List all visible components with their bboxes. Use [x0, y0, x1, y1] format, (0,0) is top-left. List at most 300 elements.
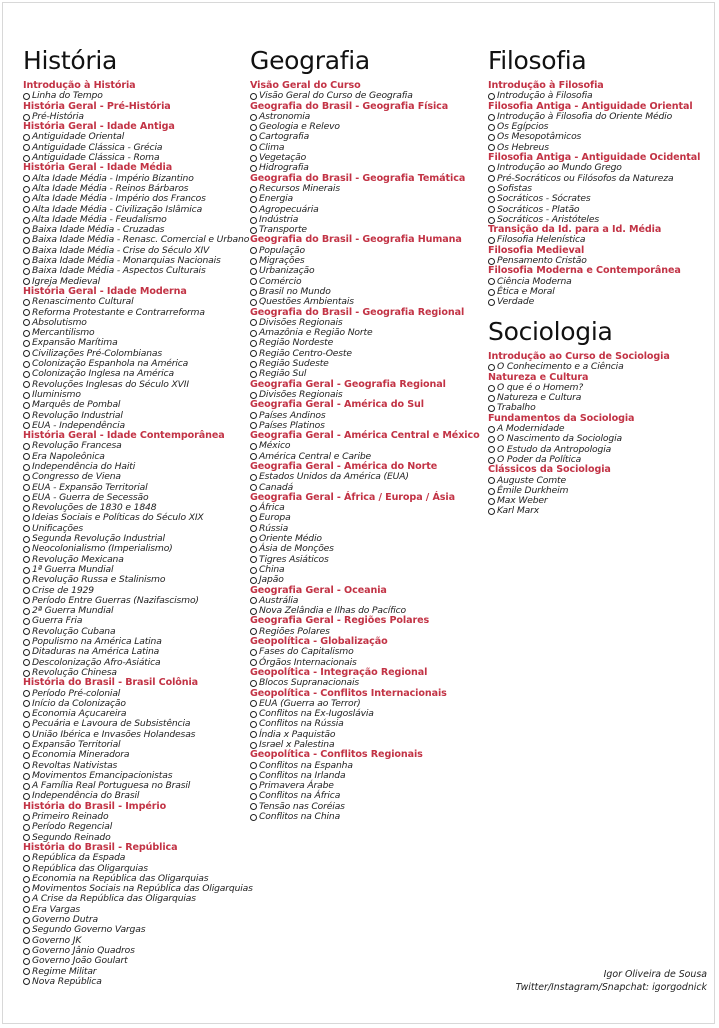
checkbox-circle-icon[interactable]	[23, 227, 30, 234]
checkbox-circle-icon[interactable]	[250, 289, 257, 296]
section-title: História Geral - Idade Contemporânea	[23, 430, 225, 442]
topic-label: Independência do Haiti	[32, 460, 136, 472]
section-title: Geografia do Brasil - Geografia Temática	[250, 172, 466, 184]
checkbox-circle-icon[interactable]	[250, 577, 257, 584]
section-title: Geopolítica - Conflitos Internacionais	[250, 687, 447, 699]
checkbox-circle-icon[interactable]	[23, 175, 30, 182]
checkbox-circle-icon[interactable]	[23, 896, 30, 903]
checkbox-circle-icon[interactable]	[250, 155, 257, 162]
topic-label: Comércio	[259, 275, 302, 287]
checkbox-circle-icon[interactable]	[488, 186, 495, 193]
topic-label: EUA - Guerra de Secessão	[32, 491, 149, 503]
topic-label: Ciência Moderna	[497, 275, 572, 287]
checkbox-circle-icon[interactable]	[250, 814, 257, 821]
checkbox-circle-icon[interactable]	[488, 498, 495, 505]
topic-label: Baixa Idade Média - Monarquias Nacionais	[32, 255, 221, 267]
checkbox-circle-icon[interactable]	[23, 587, 30, 594]
checkbox-circle-icon[interactable]	[250, 773, 257, 780]
checkbox-circle-icon[interactable]	[23, 958, 30, 965]
section-title: Clássicos da Sociologia	[488, 464, 611, 476]
checkbox-circle-icon[interactable]	[23, 299, 30, 306]
topic-label: Região Nordeste	[259, 337, 334, 349]
topic-label: O Conhecimento e a Ciência	[497, 361, 624, 373]
checkbox-circle-icon[interactable]	[23, 134, 30, 141]
checkbox-circle-icon[interactable]	[488, 134, 495, 141]
topic-label: Cartografia	[259, 131, 310, 143]
topic-label: Divisões Regionais	[259, 388, 343, 400]
topic-label: Antiguidade Oriental	[32, 131, 125, 143]
section-title: Geografia Geral - Oceania	[250, 584, 387, 596]
topic-label: Colonização Espanhola na América	[32, 358, 189, 370]
topic-label: Ideias Sociais e Políticas do Século XIX	[32, 512, 204, 524]
checkbox-circle-icon[interactable]	[23, 217, 30, 224]
checkbox-circle-icon[interactable]	[23, 206, 30, 213]
checkbox-circle-icon[interactable]	[250, 803, 257, 810]
checkbox-circle-icon[interactable]	[488, 477, 495, 484]
checkbox-circle-icon[interactable]	[488, 395, 495, 402]
topic-label: A Crise da República das Oligarquias	[32, 893, 196, 905]
section-title: Filosofia Moderna e Contemporânea	[488, 265, 681, 277]
checkbox-circle-icon[interactable]	[250, 319, 257, 326]
checkbox-circle-icon[interactable]	[23, 258, 30, 265]
topic-label: Questões Ambientais	[259, 296, 354, 308]
topic-label: Sofistas	[497, 182, 532, 194]
section-title: Natureza e Cultura	[488, 371, 589, 383]
section-title: História do Brasil - Brasil Colônia	[23, 677, 199, 689]
checkbox-circle-icon[interactable]	[250, 340, 257, 347]
checkbox-circle-icon[interactable]	[250, 330, 257, 337]
topic-label: O Estudo da Antropologia	[497, 443, 612, 455]
checkbox-circle-icon[interactable]	[23, 392, 30, 399]
checkbox-circle-icon[interactable]	[23, 608, 30, 615]
topic-label: O que é o Homem?	[497, 381, 584, 393]
checkbox-circle-icon[interactable]	[23, 700, 30, 707]
topic-label: Ditaduras na América Latina	[32, 646, 160, 658]
topic-label: Alta Idade Média - Reinos Bárbaros	[32, 182, 189, 194]
checkbox-circle-icon[interactable]	[23, 762, 30, 769]
checkbox-circle-icon[interactable]	[23, 114, 30, 121]
checkbox-circle-icon[interactable]	[250, 628, 257, 635]
checkbox-circle-icon[interactable]	[23, 937, 30, 944]
checkbox-circle-icon[interactable]	[23, 340, 30, 347]
topic-label: Era Vargas	[32, 903, 80, 915]
checkbox-circle-icon[interactable]	[23, 752, 30, 759]
topic-label: Divisões Regionais	[259, 316, 343, 328]
checkbox-circle-icon[interactable]	[250, 371, 257, 378]
topic-label: Índia x Paquistão	[259, 728, 336, 740]
checkbox-circle-icon[interactable]	[250, 361, 257, 368]
checkbox-circle-icon[interactable]	[488, 165, 495, 172]
topic-label: Visão Geral do Curso de Geografia	[259, 90, 413, 102]
checkbox-circle-icon[interactable]	[23, 814, 30, 821]
checkbox-circle-icon[interactable]	[488, 124, 495, 131]
checkbox-circle-icon[interactable]	[250, 299, 257, 306]
topic-item	[23, 400, 249, 410]
topic-label: Expansão Territorial	[32, 739, 121, 750]
checkbox-circle-icon[interactable]	[23, 834, 30, 841]
topic-label: Ética e Moral	[497, 285, 555, 297]
topic-item	[250, 297, 486, 307]
topic-label: Crise de 1929	[32, 584, 94, 596]
checkbox-circle-icon[interactable]	[250, 474, 257, 481]
topic-item	[250, 678, 486, 688]
checkbox-circle-icon[interactable]	[488, 289, 495, 296]
topic-label: Filosofia Helenística	[497, 234, 586, 246]
checkbox-circle-icon[interactable]	[23, 876, 30, 883]
topic-label: Revolução Mexicana	[32, 553, 124, 565]
topic-label: Segundo Governo Vargas	[32, 924, 146, 936]
topic-label: Nova República	[32, 975, 102, 987]
topic-item	[488, 297, 712, 307]
section-title: Introdução à Filosofia	[488, 80, 604, 91]
checkbox-circle-icon[interactable]	[23, 412, 30, 419]
checkbox-circle-icon[interactable]	[23, 319, 30, 326]
checkbox-circle-icon[interactable]	[488, 144, 495, 151]
topic-label: Tensão nas Coréias	[259, 800, 345, 812]
topic-label: Revoluções de 1830 e 1848	[32, 502, 157, 514]
section-title: Filosofia Medieval	[488, 244, 585, 256]
checkbox-circle-icon[interactable]	[250, 556, 257, 563]
topic-label: O Poder da Política	[497, 453, 582, 465]
checkbox-circle-icon[interactable]	[23, 464, 30, 471]
checkbox-circle-icon[interactable]	[23, 546, 30, 553]
topic-label: A Modernidade	[497, 423, 565, 435]
checkbox-circle-icon[interactable]	[488, 206, 495, 213]
topic-item	[23, 977, 249, 987]
checkbox-circle-icon[interactable]	[23, 978, 30, 985]
checkbox-circle-icon[interactable]	[250, 134, 257, 141]
topic-label: EUA - Expansão Territorial	[32, 481, 148, 493]
topic-label: Agropecuária	[259, 203, 319, 215]
checkbox-circle-icon[interactable]	[488, 488, 495, 495]
subject-title: Sociologia	[488, 317, 613, 346]
checkbox-circle-icon[interactable]	[488, 114, 495, 121]
topic-label: Renascimento Cultural	[32, 296, 134, 308]
checkbox-circle-icon[interactable]	[23, 783, 30, 790]
checkbox-circle-icon[interactable]	[23, 577, 30, 584]
checkbox-circle-icon[interactable]	[250, 742, 257, 749]
checkbox-circle-icon[interactable]	[250, 515, 257, 522]
checkbox-circle-icon[interactable]	[250, 597, 257, 604]
checkbox-circle-icon[interactable]	[250, 546, 257, 553]
checkbox-circle-icon[interactable]	[23, 567, 30, 574]
checkbox-circle-icon[interactable]	[23, 906, 30, 913]
section-title: Geografia Geral - Regiões Polares	[250, 615, 430, 627]
checkbox-circle-icon[interactable]	[250, 258, 257, 265]
checkbox-circle-icon[interactable]	[488, 364, 495, 371]
checkbox-circle-icon[interactable]	[250, 505, 257, 512]
checkbox-circle-icon[interactable]	[23, 865, 30, 872]
checkbox-circle-icon[interactable]	[488, 446, 495, 453]
topic-label: Antiguidade Clássica - Roma	[32, 152, 160, 164]
topic-label: Israel x Palestina	[259, 739, 335, 750]
checkbox-circle-icon[interactable]	[23, 155, 30, 162]
topic-label: Baixa Idade Média - Aspectos Culturais	[32, 265, 206, 277]
checkbox-circle-icon[interactable]	[23, 690, 30, 697]
topic-label: O Nascimento da Sociologia	[497, 433, 622, 445]
checkbox-circle-icon[interactable]	[23, 196, 30, 203]
checkbox-circle-icon[interactable]	[488, 436, 495, 443]
checkbox-circle-icon[interactable]	[23, 556, 30, 563]
checkbox-circle-icon[interactable]	[23, 742, 30, 749]
topic-item	[250, 555, 486, 565]
checkbox-circle-icon[interactable]	[250, 608, 257, 615]
topic-label: Astronomia	[259, 110, 311, 122]
topic-label: África	[259, 502, 285, 514]
topic-label: Os Egípcios	[497, 121, 549, 133]
topic-label: A Família Real Portuguesa no Brasil	[32, 780, 191, 792]
checkbox-circle-icon[interactable]	[23, 350, 30, 357]
checkbox-circle-icon[interactable]	[23, 361, 30, 368]
checkbox-circle-icon[interactable]	[488, 457, 495, 464]
topic-item	[250, 812, 486, 822]
checkbox-circle-icon[interactable]	[488, 385, 495, 392]
checkbox-circle-icon[interactable]	[250, 412, 257, 419]
checkbox-circle-icon[interactable]	[23, 711, 30, 718]
topic-label: Baixa Idade Média - Cruzadas	[32, 224, 165, 236]
checkbox-circle-icon[interactable]	[23, 917, 30, 924]
checkbox-circle-icon[interactable]	[488, 258, 495, 265]
topic-label: Tigres Asiáticos	[259, 553, 329, 565]
checkbox-circle-icon[interactable]	[23, 855, 30, 862]
checkbox-circle-icon[interactable]	[23, 309, 30, 316]
checkbox-circle-icon[interactable]	[23, 474, 30, 481]
topic-label: Canadá	[259, 481, 294, 493]
topic-label: Max Weber	[497, 495, 548, 507]
checkbox-circle-icon[interactable]	[250, 567, 257, 574]
topic-label: Civilizações Pré-Colombianas	[32, 347, 163, 359]
topic-item	[250, 132, 486, 142]
topic-label: Ásia de Monções	[259, 543, 334, 555]
column-geografia	[250, 47, 486, 822]
checkbox-circle-icon[interactable]	[488, 299, 495, 306]
checkbox-circle-icon[interactable]	[250, 731, 257, 738]
topic-label: Independência do Brasil	[32, 790, 140, 802]
checkbox-circle-icon[interactable]	[23, 721, 30, 728]
topic-label: Pensamento Cristão	[497, 255, 587, 267]
checkbox-circle-icon[interactable]	[23, 639, 30, 646]
checkbox-circle-icon[interactable]	[23, 371, 30, 378]
checkbox-circle-icon[interactable]	[23, 948, 30, 955]
checkbox-circle-icon[interactable]	[23, 731, 30, 738]
checkbox-circle-icon[interactable]	[250, 124, 257, 131]
checkbox-circle-icon[interactable]	[488, 278, 495, 285]
checkbox-circle-icon[interactable]	[250, 721, 257, 728]
checkbox-circle-icon[interactable]	[250, 217, 257, 224]
topic-label: Europa	[259, 512, 291, 524]
topic-label: Alta Idade Média - Civilização Islâmica	[32, 203, 203, 215]
topic-item	[23, 297, 249, 307]
checkbox-circle-icon[interactable]	[250, 793, 257, 800]
topic-label: Energia	[259, 193, 294, 205]
column-sociologia	[488, 318, 712, 517]
topic-label: Período Pré-colonial	[32, 687, 121, 699]
topic-label: Pré-Socráticos ou Filósofos da Natureza	[497, 172, 674, 184]
topic-label: Região Sul	[259, 368, 307, 380]
topic-label: México	[259, 440, 291, 452]
checkbox-circle-icon[interactable]	[23, 968, 30, 975]
topic-label: Congresso de Viena	[32, 471, 121, 483]
section-title: História do Brasil - Império	[23, 800, 167, 812]
checkbox-circle-icon[interactable]	[23, 886, 30, 893]
topic-label: Igreja Medieval	[32, 275, 101, 287]
checkbox-circle-icon[interactable]	[23, 495, 30, 502]
topic-label: Revoluções Inglesas do Século XVII	[32, 378, 189, 390]
checkbox-circle-icon[interactable]	[250, 206, 257, 213]
topic-label: Os Hebreus	[497, 141, 549, 153]
checkbox-circle-icon[interactable]	[23, 793, 30, 800]
checkbox-circle-icon[interactable]	[250, 525, 257, 532]
checkbox-circle-icon[interactable]	[250, 649, 257, 656]
topic-label: Karl Marx	[497, 505, 539, 517]
checkbox-circle-icon[interactable]	[250, 453, 257, 460]
topic-label: Amazônia e Região Norte	[259, 327, 373, 339]
checkbox-circle-icon[interactable]	[250, 536, 257, 543]
checkbox-circle-icon[interactable]	[23, 536, 30, 543]
checkbox-circle-icon[interactable]	[23, 237, 30, 244]
topic-label: Émile Durkheim	[497, 484, 569, 496]
topic-label: Clima	[259, 141, 285, 153]
checkbox-circle-icon[interactable]	[250, 783, 257, 790]
checkbox-circle-icon[interactable]	[23, 824, 30, 831]
checkbox-circle-icon[interactable]	[488, 217, 495, 224]
checkbox-circle-icon[interactable]	[250, 700, 257, 707]
checkbox-circle-icon[interactable]	[23, 330, 30, 337]
checkbox-circle-icon[interactable]	[23, 618, 30, 625]
topic-label: Segundo Reinado	[32, 831, 111, 843]
topic-label: Segunda Revolução Industrial	[32, 533, 165, 545]
topic-label: Economia Mineradora	[32, 749, 130, 761]
checkbox-circle-icon[interactable]	[488, 426, 495, 433]
checkbox-circle-icon[interactable]	[23, 381, 30, 388]
topic-label: Geologia e Relevo	[259, 121, 340, 133]
topic-label: Baixa Idade Média - Renasc. Comercial e Urbano	[32, 234, 250, 246]
topic-label: Oriente Médio	[259, 533, 322, 545]
footer	[516, 968, 707, 994]
checkbox-circle-icon[interactable]	[23, 515, 30, 522]
topic-label: Colonização Inglesa na América	[32, 368, 174, 380]
checkbox-circle-icon[interactable]	[23, 247, 30, 254]
checkbox-circle-icon[interactable]	[23, 773, 30, 780]
section-title: Fundamentos da Sociologia	[488, 412, 635, 424]
topic-label: Primeiro Reinado	[32, 811, 109, 823]
topic-label: Linha do Tempo	[32, 90, 103, 102]
checkbox-circle-icon[interactable]	[23, 268, 30, 275]
checkbox-circle-icon[interactable]	[250, 484, 257, 491]
topic-label: Alta Idade Média - Império dos Francos	[32, 193, 206, 205]
topic-label: EUA - Independência	[32, 419, 125, 431]
column-filosofia	[488, 47, 712, 308]
topic-label: Expansão Marítima	[32, 337, 118, 349]
topic-label: Era Napoleônica	[32, 450, 105, 462]
checkbox-circle-icon[interactable]	[250, 247, 257, 254]
checkbox-circle-icon[interactable]	[250, 144, 257, 151]
topic-label: Período Regencial	[32, 821, 113, 833]
checkbox-circle-icon[interactable]	[23, 93, 30, 100]
checkbox-circle-icon[interactable]	[250, 114, 257, 121]
topic-label: Regime Militar	[32, 965, 97, 977]
checkbox-circle-icon[interactable]	[488, 175, 495, 182]
topic-label: União Ibérica e Invasões Holandesas	[32, 728, 196, 740]
checkbox-circle-icon[interactable]	[250, 711, 257, 718]
topic-label: Trabalho	[497, 402, 536, 414]
checkbox-circle-icon[interactable]	[23, 659, 30, 666]
checkbox-circle-icon[interactable]	[23, 144, 30, 151]
topic-label: Hidrografia	[259, 162, 309, 174]
checkbox-circle-icon[interactable]	[250, 186, 257, 193]
topic-label: Urbanização	[259, 265, 315, 277]
section-title: Geografia Geral - América do Norte	[250, 460, 438, 472]
topic-label: Japão	[259, 574, 284, 586]
checkbox-circle-icon[interactable]	[23, 186, 30, 193]
topic-label: Migrações	[259, 255, 305, 267]
checkbox-circle-icon[interactable]	[23, 422, 30, 429]
checkbox-circle-icon[interactable]	[250, 350, 257, 357]
checkbox-circle-icon[interactable]	[250, 659, 257, 666]
checkbox-circle-icon[interactable]	[250, 93, 257, 100]
checkbox-circle-icon[interactable]	[23, 505, 30, 512]
topic-label: Introdução à Filosofia do Oriente Médio	[497, 110, 673, 122]
checkbox-circle-icon[interactable]	[488, 237, 495, 244]
topic-label: Marquês de Pombal	[32, 399, 121, 411]
topic-label: Absolutismo	[32, 316, 87, 328]
topic-label: Região Sudeste	[259, 358, 329, 370]
checkbox-circle-icon[interactable]	[23, 278, 30, 285]
checkbox-circle-icon[interactable]	[488, 196, 495, 203]
topic-item	[488, 506, 712, 516]
checkbox-circle-icon[interactable]	[250, 196, 257, 203]
checkbox-circle-icon[interactable]	[23, 597, 30, 604]
section-title: Geografia do Brasil - Geografia Física	[250, 100, 449, 112]
checkbox-circle-icon[interactable]	[250, 762, 257, 769]
checkbox-circle-icon[interactable]	[250, 443, 257, 450]
checkbox-circle-icon[interactable]	[250, 680, 257, 687]
topic-label: Conflitos na África	[259, 790, 341, 802]
checkbox-circle-icon[interactable]	[23, 649, 30, 656]
subject-title: Filosofia	[488, 46, 587, 75]
author-name: Igor Oliveira de Sousa	[603, 969, 707, 980]
checkbox-circle-icon[interactable]	[250, 278, 257, 285]
topic-label: Conflitos na Ex-Iugoslávia	[259, 708, 374, 720]
checkbox-circle-icon[interactable]	[488, 405, 495, 412]
topic-label: China	[259, 563, 285, 575]
checkbox-circle-icon[interactable]	[23, 525, 30, 532]
checkbox-circle-icon[interactable]	[23, 453, 30, 460]
checkbox-circle-icon[interactable]	[23, 670, 30, 677]
checkbox-circle-icon[interactable]	[250, 165, 257, 172]
topic-label: Economia na República das Oligarquias	[32, 872, 209, 884]
topic-label: Início da Colonização	[32, 697, 126, 709]
checkbox-circle-icon[interactable]	[250, 422, 257, 429]
section-title: Geografia Geral - América Central e México	[250, 430, 480, 442]
checkbox-circle-icon[interactable]	[250, 227, 257, 234]
checkbox-circle-icon[interactable]	[23, 402, 30, 409]
topic-label: Período Entre Guerras (Nazifascismo)	[32, 594, 199, 606]
checkbox-circle-icon[interactable]	[23, 628, 30, 635]
checkbox-circle-icon[interactable]	[250, 268, 257, 275]
topic-label: 1ª Guerra Mundial	[32, 563, 114, 575]
checkbox-circle-icon[interactable]	[23, 484, 30, 491]
topic-label: Pecuária e Lavoura de Subsistência	[32, 718, 191, 730]
checkbox-circle-icon[interactable]	[488, 93, 495, 100]
checkbox-circle-icon[interactable]	[250, 392, 257, 399]
checkbox-circle-icon[interactable]	[23, 927, 30, 934]
checkbox-circle-icon[interactable]	[23, 443, 30, 450]
topic-item	[23, 956, 249, 966]
topic-label: América Central e Caribe	[259, 450, 372, 462]
topic-label: Países Andinos	[259, 409, 326, 421]
checkbox-circle-icon[interactable]	[488, 508, 495, 515]
